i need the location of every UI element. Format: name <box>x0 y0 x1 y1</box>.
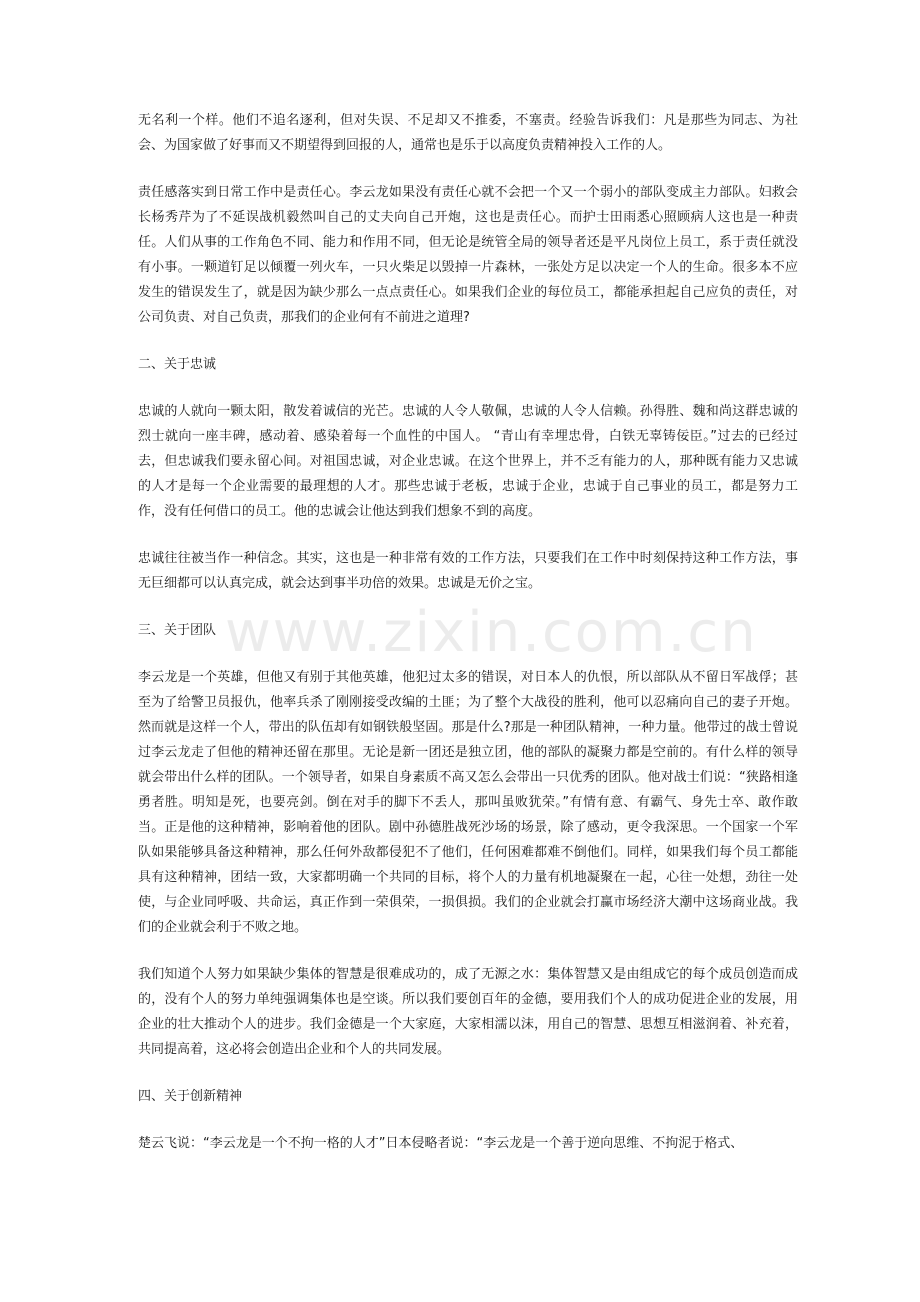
document-body <box>138 108 798 1156</box>
section-heading-loyalty: 二、关于忠诚 <box>138 357 217 372</box>
paragraph-responsibility-intro: 无名利一个样。他们不追名逐利，但对失误、不足却又不推委，不塞责。经验告诉我们：凡是那些为同志、为社会、为国家做了好事而又不期望得到回报的人，通常也是乐于以高度负责精神投入工作的人。 <box>138 113 798 153</box>
watermark-text: www.zixin.com.cn <box>225 600 758 665</box>
paragraph-team: 李云龙是一个英雄，但他又有别于其他英雄，他犯过太多的错误，对日本人的仇恨，所以部队从不留日军战俘；甚至为了给警卫员报仇，他率兵杀了刚刚接受改编的土匪；为了整个大战役的胜利，他可以忍痛向自己的妻子开炮。然而就是这样一个人，带出的队伍却有如钢铁般坚固。那是什么?那是一种团队精神，一种力量。他带过的战士曾说过李云龙走了但他的精神还留在那里。无论是新一团还是独立团，他的部队的凝聚力都是空前的。有什么样的领导就会带出什么样的团队。一个领导者，如果自身素质不高又怎么会带出一只优秀的团队。他对战士们说：“狭路相逢勇者胜。明知是死，也要亮剑。倒在对手的脚下不丢人，那叫虽败犹荣。”有情有意、有霸气、身先士卒、敢作敢当。正是他的这种精神，影响着他的团队。剧中孙德胜战死沙场的场景，除了感动，更令我深思。一个国家一个军队如果能够具备这种精神，那么任何外敌都侵犯不了他们，任何困难都难不倒他们。同样，如果我们每个员工都能具有这种精神，团结一致，大家都明确一个共同的目标，将个人的力量有机地凝聚在一起，心往一处想，劲往一处使，与企业同呼吸、共命运，真正作到一荣俱荣，一损俱损。我们的企业就会打赢市场经济大潮中这场商业战。我们的企业就会利于不败之地。 <box>138 670 798 935</box>
paragraph-loyalty: 忠诚的人就向一颗太阳，散发着诚信的光芒。忠诚的人令人敬佩，忠诚的人令人信赖。孙得胜、魏和尚这群忠诚的烈士就向一座丰碑，感动着、感染着每一个血性的中国人。 “青山有幸埋忠骨，白铁无辜铸佞臣。”过去的已经过去，但忠诚我们要永留心间。对祖国忠诚，对企业忠诚。在这个世界上，并不乏有能力的人，那种既有能力又忠诚的人才是每一个企业需要的最理想的人才。那些忠诚于老板，忠诚于企业，忠诚于自己事业的员工，都是努力工作，没有任何借口的员工。他的忠诚会让他达到我们想象不到的高度。 <box>138 404 798 519</box>
paragraph-team-collective: 我们知道个人努力如果缺少集体的智慧是很难成功的，成了无源之水：集体智慧又是由组成它的每个成员创造而成的，没有个人的努力单纯强调集体也是空谈。所以我们要创百年的金德，要用我们个人的成功促进企业的发展，用企业的壮大推动个人的进步。我们金德是一个大家庭，大家相濡以沫，用自己的智慧、思想互相滋润着、补充着，共同提高着，这必将会创造出企业和个人的共同发展。 <box>138 967 798 1057</box>
section-heading-innovation: 四、关于创新精神 <box>138 1089 243 1104</box>
paragraph-responsibility: 责任感落实到日常工作中是责任心。李云龙如果没有责任心就不会把一个又一个弱小的部队变成主力部队。妇救会长杨秀芹为了不延误战机毅然叫自己的丈夫向自己开炮，这也是责任心。而护士田雨悉心照顾病人这也是一种责任。人们从事的工作角色不同、能力和作用不同，但无论是统管全局的领导者还是平凡岗位上员工，系于责任就没有小事。一颗道钉足以倾覆一列火车，一只火柴足以毁掉一片森林，一张处方足以决定一个人的生命。很多本不应发生的错误发生了，就是因为缺少那么一点点责任心。如果我们企业的每位员工，都能承担起自己应负的责任，对公司负责、对自己负责，那我们的企业何有不前进之道理? <box>138 185 798 325</box>
section-heading-team: 三、关于团队 <box>138 623 217 638</box>
paragraph-loyalty-method: 忠诚往往被当作一种信念。其实，这也是一种非常有效的工作方法，只要我们在工作中时刻保持这种工作方法，事无巨细都可以认真完成，就会达到事半功倍的效果。忠诚是无价之宝。 <box>138 551 798 591</box>
paragraph-innovation: 楚云飞说：“李云龙是一个不拘一格的人才”日本侵略者说：“李云龙是一个善于逆向思维、不拘泥于格式、 <box>138 1136 744 1151</box>
